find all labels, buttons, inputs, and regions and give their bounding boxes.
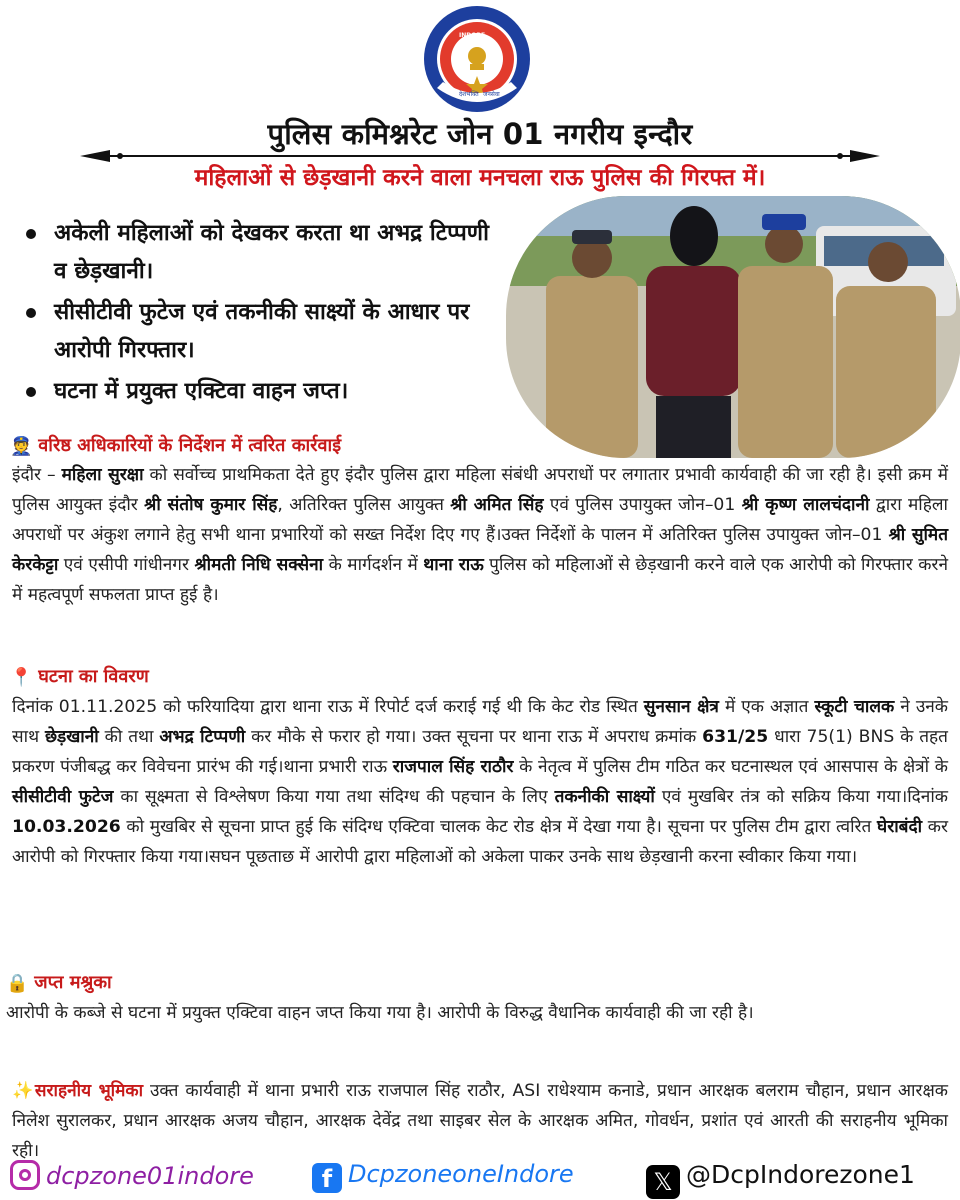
section-heading-action: 👮 वरिष्ठ अधिकारियों के निर्देशन में त्वरित कार्रवाई [10,435,342,457]
police-officer-icon: 👮 [10,435,33,457]
paragraph-seized: आरोपी के कब्जे से घटना में प्रयुक्त एक्टिवा वाहन जप्त किया गया है। आरोपी के विरुद्ध वैधानिक कार्यवाही की जा रही है। [6,1003,754,1023]
bullet-item: अकेली महिलाओं को देखकर करता था अभद्र टिप्पणी व छेड़खानी। [20,214,500,290]
facebook-icon: f [312,1163,342,1193]
highlight-bullets [20,214,500,413]
svg-text:जनसेवा: जनसेवा [483,91,500,98]
arrest-photo [506,196,960,458]
page-subtitle: महिलाओं से छेड़खानी करने वाला मनचला राऊ पुलिस की गिरफ्त में। [194,165,766,191]
paragraph-appreciation: ✨सराहनीय भूमिका उक्त कार्यवाही में थाना प्रभारी राऊ राजपाल सिंह राठौर, ASI राधेश्याम कनाडे, प्रधान आरक्षक बलराम चौहान, प्रधान आरक्षक निलेश सुरालकर, प्रधान आरक्षक अजय चौहान, आरक्षक देवेंद्र तथा साइबर सेल के आरक्षक अमित, गोवर्धन, प्रशांत एवं आरती की सराहनीय भूमिका रही। [12,1081,948,1161]
svg-text:INDORE: INDORE [459,32,486,39]
paragraph-incident: दिनांक 01.11.2025 को फरियादिया द्वारा थाना राऊ में रिपोर्ट दर्ज कराई गई थी कि केट रोड स्थित सुनसान क्षेत्र में एक अज्ञात स्कूटी चालक ने उनके साथ छेड़खानी की तथा अभद्र टिप्पणी कर मौके से फरार हो गया। उक्त सूचना पर थाना राऊ में अपराध क्रमांक 631/25 धारा 75(1) BNS के तहत प्रकरण पंजीबद्ध कर विवेचना प्रारंभ की गई।थाना प्रभारी राऊ राजपाल सिंह राठौर के नेतृत्व में पुलिस टीम गठित कर घटनास्थल एवं आसपास के क्षेत्रों के सीसीटीवी फुटेज का सूक्ष्मता से विश्लेषण किया गया तथा संदिग्ध की पहचान के लिए तकनीकी साक्ष्यों एवं मुखबिर तंत्र को सक्रिय किया गया।दिनांक 10.03.2026 को मुखबिर से सूचना प्राप्त हुई कि संदिग्ध एक्टिवा चालक केट रोड क्षेत्र में देखा गया है। सूचना पर पुलिस टीम द्वारा त्वरित घेराबंदी कर आरोपी को गिरफ्तार किया गया।सघन पूछताछ में आरोपी द्वारा महिलाओं को अकेला पाकर उनके साथ छेड़खानी करना स्वीकार किया गया। [12,697,949,867]
section-heading-incident: 📍 घटना का विवरण [10,666,149,688]
svg-text:देशभक्ति: देशभक्ति [459,91,479,98]
social-footer [0,1152,960,1200]
sparkles-icon: ✨ [12,1081,35,1101]
police-emblem-logo [421,4,533,114]
paragraph-action: इंदौर – महिला सुरक्षा को सर्वोच्च प्राथमिकता देते हुए इंदौर पुलिस द्वारा महिला संबंधी अपराधों पर लगातार प्रभावी कार्यवाही की जा रही है। इसी क्रम में पुलिस आयुक्त इंदौर श्री संतोष कुमार सिंह, अतिरिक्त पुलिस आयुक्त श्री अमित सिंह एवं पुलिस उपायुक्त जोन–01 श्री कृष्ण लालचंदानी द्वारा महिला अपराधों पर अंकुश लगाने हेतु सभी थाना प्रभारियों को सख्त निर्देश दिए गए हैं।उक्त निर्देशों के पालन में अतिरिक्त पुलिस उपायुक्त जोन–01 श्री सुमित केरकेट्टा एवं एसीपी गांधीनगर श्रीमती निधि सक्सेना के मार्गदर्शन में थाना राऊ पुलिस को महिलाओं से छेड़खानी करने वाले एक आरोपी को गिरफ्तार करने में महत्वपूर्ण सफलता प्राप्त हुई है। [12,465,949,605]
instagram-link[interactable]: dcpzone01indore [10,1160,254,1190]
lock-icon: 🔒 [6,972,29,994]
x-icon: 𝕏 [646,1165,680,1199]
bullet-item: घटना में प्रयुक्त एक्टिवा वाहन जप्त। [20,372,500,410]
page-title: पुलिस कमिश्नरेट जोन 01 नगरीय इन्दौर [267,117,693,151]
location-pin-icon: 📍 [10,666,33,688]
section-heading-seized: 🔒 जप्त मश्रुका [6,972,112,994]
instagram-icon [10,1160,40,1190]
section-heading-appreciation: सराहनीय भूमिका [34,1081,144,1101]
x-link[interactable]: 𝕏 @DcpIndorezone1 [646,1160,915,1199]
bullet-item: सीसीटीवी फुटेज एवं तकनीकी साक्ष्यों के आधार पर आरोपी गिरफ्तार। [20,293,500,369]
facebook-link[interactable]: f DcpzoneoneIndore [312,1160,574,1193]
